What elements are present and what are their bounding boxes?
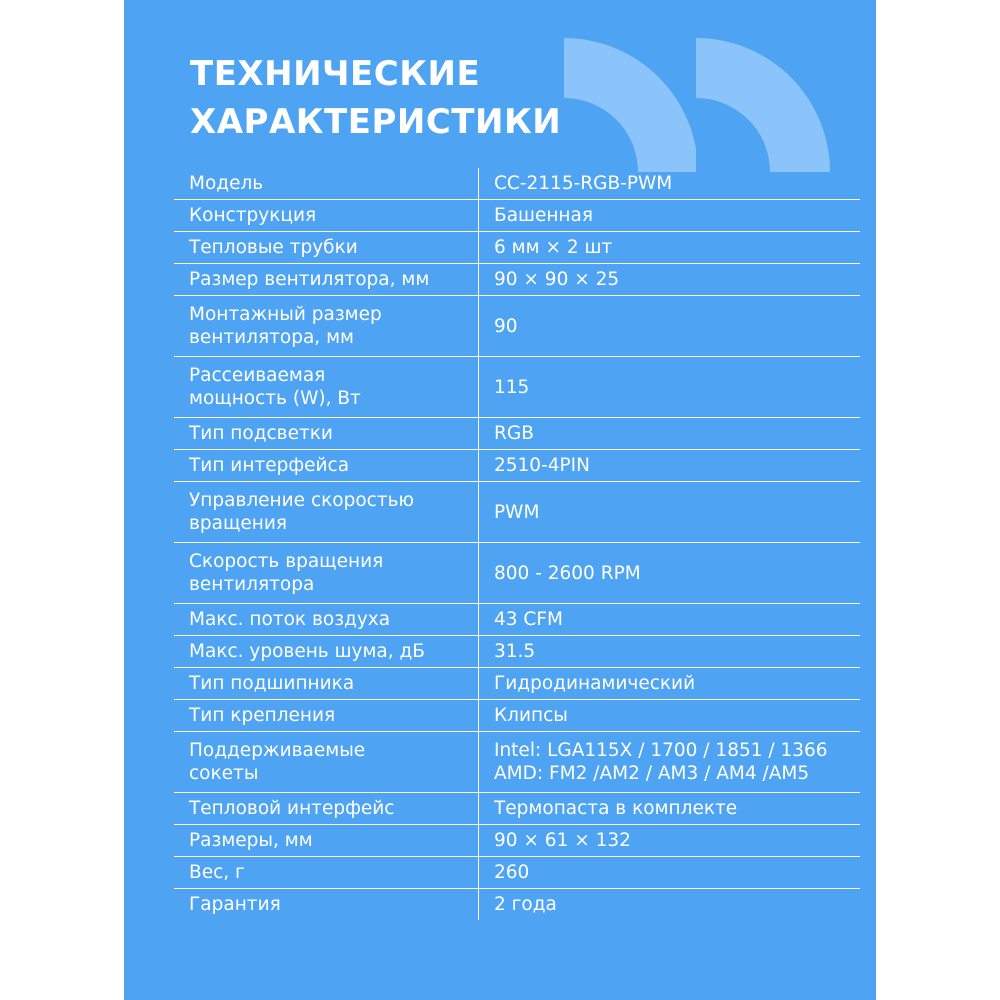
table-row [174,450,860,482]
table-row [174,700,860,732]
spec-label: Вес, г [189,862,245,883]
table-row [174,232,860,264]
spec-value: PWM [478,482,860,542]
table-row [174,543,860,604]
table-row [174,889,860,920]
spec-value: Башенная [478,200,860,231]
table-row [174,636,860,668]
spec-value: 90 × 90 × 25 [478,264,860,295]
spec-value: CC-2115-RGB-PWM [478,168,860,199]
spec-label: Тепловые трубки [189,237,358,258]
spec-value: 2510-4PIN [478,450,860,481]
spec-value: Intel: LGA115X / 1700 / 1851 / 1366 AMD: FM2 /AM2 / AM3 / AM4 /AM5 [478,732,860,792]
spec-value: Клипсы [478,700,860,731]
spec-value: 260 [478,857,860,888]
spec-label: Конструкция [189,205,317,226]
spec-value: 6 мм × 2 шт [478,232,860,263]
spec-value: 43 CFM [478,604,860,635]
spec-label: Скорость вращения вентилятора [189,551,384,595]
table-row [174,264,860,296]
spec-table [174,168,860,920]
spec-label: Монтажный размер вентилятора, мм [189,304,382,348]
table-row [174,200,860,232]
spec-label: Тип крепления [189,705,336,726]
quote-marks-icon [564,38,698,172]
spec-label: Рассеиваемая мощность (W), Вт [189,365,361,409]
spec-label: Модель [189,173,264,194]
table-row [174,482,860,543]
table-row [174,604,860,636]
table-row [174,357,860,418]
spec-value: Гидродинамический [478,668,860,699]
title-line-1: ТЕХНИЧЕСКИЕ [190,54,481,94]
spec-value: 2 года [478,889,860,920]
spec-label: Тип подшипника [189,673,355,694]
page-title [190,50,561,146]
spec-label: Тепловой интерфейс [189,798,395,819]
spec-value: RGB [478,418,860,449]
spec-label: Размеры, мм [189,830,313,851]
spec-label: Макс. уровень шума, дБ [189,641,425,662]
table-row [174,793,860,825]
table-row [174,296,860,357]
spec-value: 31.5 [478,636,860,667]
table-row [174,418,860,450]
table-row [174,825,860,857]
spec-label: Управление скоростью вращения [189,490,415,534]
table-row [174,168,860,200]
spec-value: 115 [478,357,860,417]
spec-card [124,0,876,1000]
spec-value: Термопаста в комплекте [478,793,860,824]
spec-value: 90 [478,296,860,356]
quote-marks-icon [696,38,830,172]
spec-value: 90 × 61 × 132 [478,825,860,856]
spec-label: Гарантия [189,894,281,915]
spec-value: 800 - 2600 RPM [478,543,860,603]
title-line-2: ХАРАКТЕРИСТИКИ [190,102,562,142]
spec-label: Макс. поток воздуха [189,609,391,630]
spec-label: Тип подсветки [189,423,333,444]
table-row [174,668,860,700]
table-row [174,857,860,889]
spec-label: Поддерживаемые сокеты [189,740,366,784]
spec-label: Тип интерфейса [189,455,350,476]
table-row [174,732,860,793]
spec-label: Размер вентилятора, мм [189,269,430,290]
